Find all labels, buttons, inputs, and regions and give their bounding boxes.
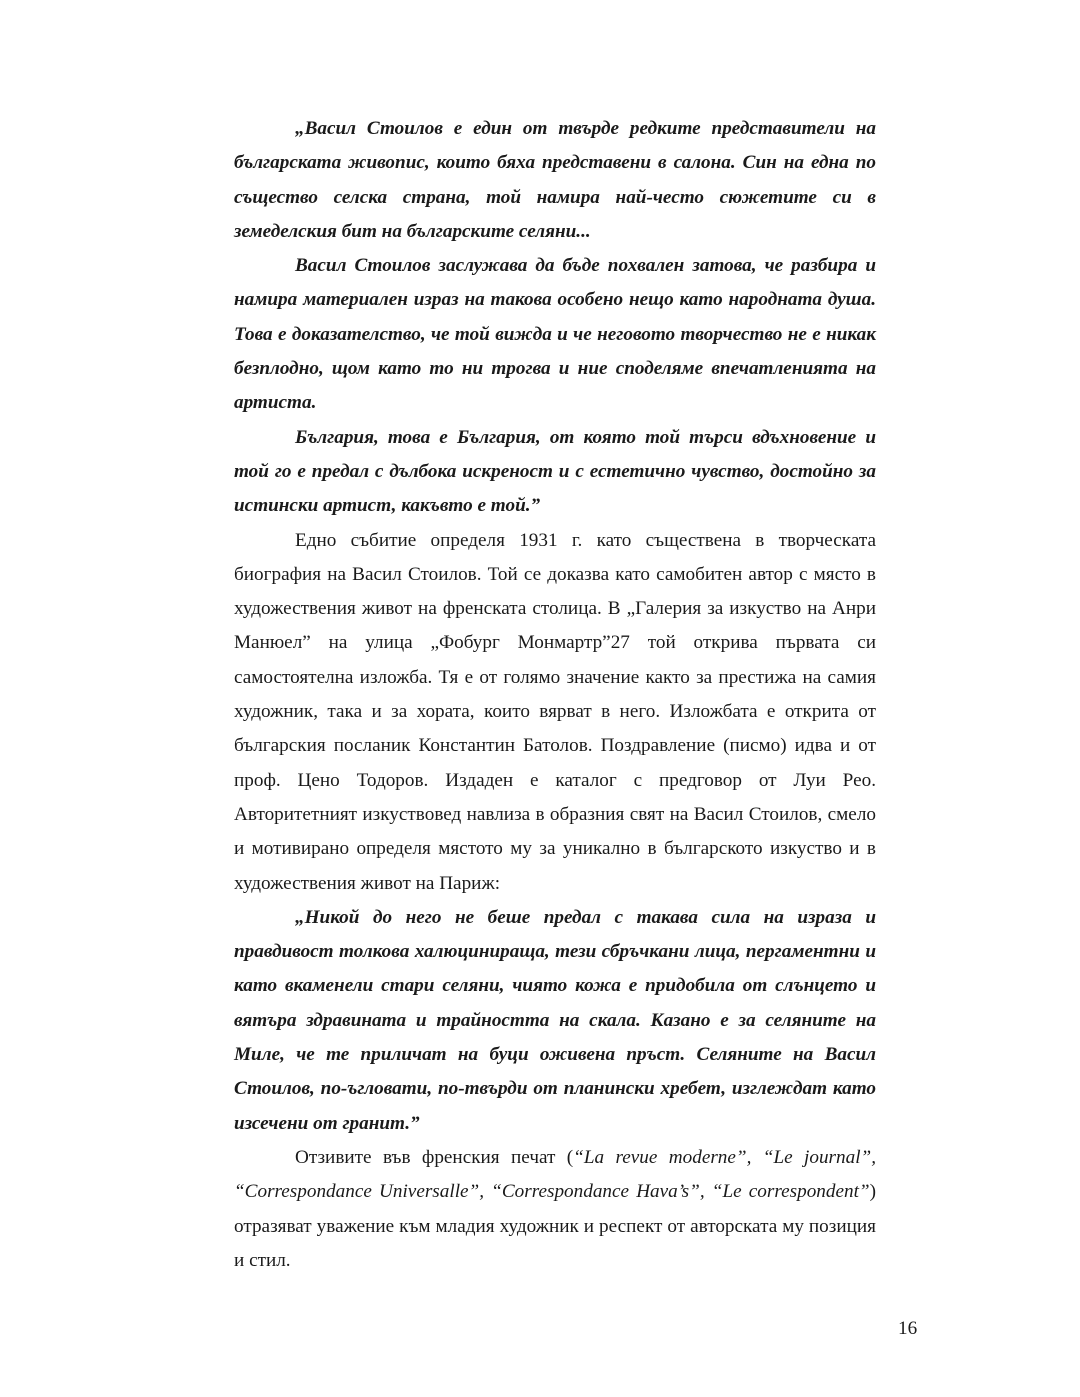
reviews-paragraph	[234, 1141, 876, 1278]
reviews-lead: Отзивите във френския печат (	[295, 1146, 574, 1168]
reviews-press-titles: “La revue moderne”, “Le journal”, “Correspondance Universalle”, “Correspondance Hava’s”, “Le correspondent”	[234, 1146, 876, 1203]
quote-paragraph-2: Васил Стоилов заслужава да бъде похвален затова, че разбира и намира материален израз на такова особено нещо като народната душа. Това е доказателство, че той вижда и че неговото творчество не е никак безплодно, щом като то ни трогва и ние споделяме впечатленията на артиста.	[234, 255, 876, 414]
page-number: 16	[898, 1318, 918, 1339]
quote-paragraph-1: „Васил Стоилов е един от твърде редките представители на българската живопис, които бяха представени в салона. Син на една по същество селска страна, той намира най-често сюжетите си в земеделския бит на българските селяни...	[234, 118, 876, 242]
quote-paragraph-3: България, това е България, от която той търси вдъхновение и той го е предал с дълбока искреност и с естетично чувство, достойно за истински артист, какъвто е той.”	[234, 426, 876, 517]
body-paragraph: Едно събитие определя 1931 г. като съществена в творческата биография на Васил Стоилов. Той се доказва като самобитен автор с място в художествения живот на френската столица. В „Галерия за изкуство на Анри Манюел” на улица „Фобург Монмартр”27 той открива първата си самостоятелна изложба. Тя е от голямо значение както за престижа на самия художник, така и за хората, които вярват в него. Изложбата е открита от българския посланик Константин Батолов. Поздравление (писмо) идва и от проф. Цено Тодоров. Издаден е каталог с предговор от Луи Рео. Авторитетният изкуствовед навлиза в образния свят на Васил Стоилов, смело и мотивирано определя мястото му за уникално в българското изкуство и в художествения живот на Париж:	[234, 529, 876, 894]
document-page	[234, 112, 876, 1278]
reviews-tail: ) отразяват уважение към младия художник и респект от авторската му позиция и стил.	[234, 1181, 876, 1271]
quote-paragraph-4: „Никой до него не беше предал с такава сила на израза и правдивост толкова халюцинираща, тези сбръчкани лица, пергаментни и като вкаменели стари селяни, чиято кожа е придобила от слънцето и вятъра здравината и трайността на скала. Казано е за селяните на Миле, че те приличат на буци оживена пръст. Селяните на Васил Стоилов, по-ъгловати, по-твърди от планински хребет, изглеждат като изсечени от гранит.”	[234, 906, 876, 1134]
